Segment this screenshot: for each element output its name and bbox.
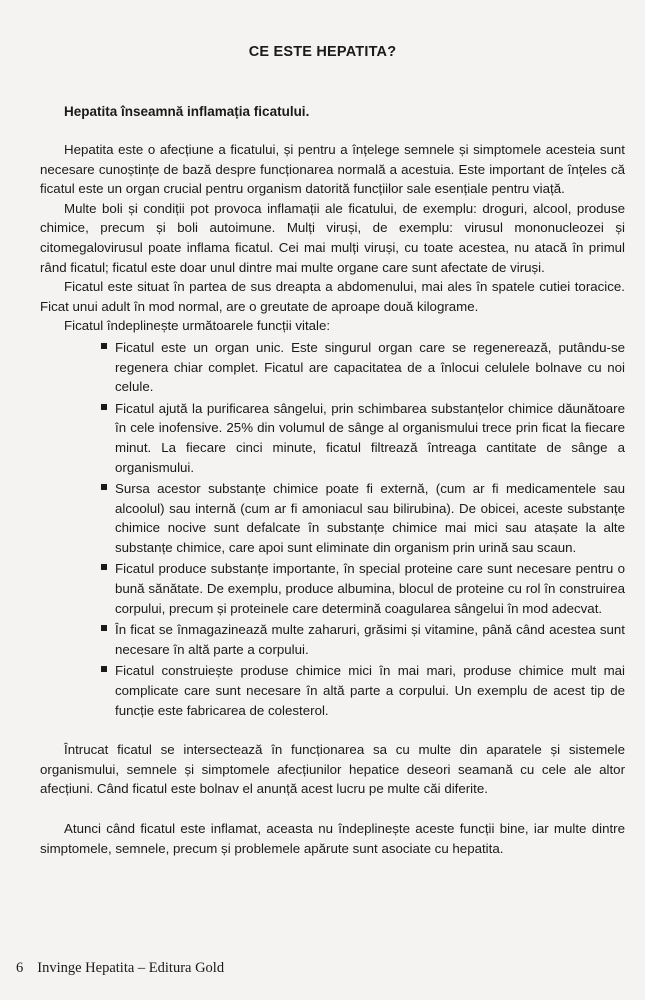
- paragraph-location: Ficatul este situat în partea de sus dreapta a abdomenului, mai ales în spatele cutiei toracice. Ficat unui adult în mod normal, are o greutate de aproape două kilograme.: [40, 279, 625, 314]
- list-item-text: Ficatul ajută la purificarea sângelui, prin schimbarea substanțelor chimice dăunătoare în cele inofensive. 25% din volumul de sânge al organismului trece prin ficat la fiecare minut. La fiecare cinci minute, ficatul filtrează întreaga cantitate de sânge a organismului.: [115, 400, 625, 475]
- list-item: [115, 620, 625, 659]
- bullet-icon: [101, 404, 107, 410]
- paragraph-inflammation: Atunci când ficatul este inflamat, aceasta nu îndeplinește aceste funcții bine, iar multe dintre simptomele, semnele, precum și problemele apărute sunt asociate cu hepatita.: [40, 821, 625, 856]
- list-item: [115, 399, 625, 477]
- list-item: [115, 479, 625, 557]
- section-subtitle: Hepatita înseamnă inflamația ficatului.: [64, 104, 310, 119]
- list-item-text: Sursa acestor substanțe chimice poate fi externă, (cum ar fi medicamentele sau alcoolul) sau internă (cum ar fi amoniacul sau bilirubina). De obicei, aceste substanțe chimice nocive sunt defalcate în substanțe chimice mai mici sau atașate la alte substanțe chimice, care apoi sunt eliminate din organism prin urină sau scaun.: [115, 481, 625, 555]
- list-item: [115, 661, 625, 720]
- paragraph-intro: Hepatita este o afecțiune a ficatului, și pentru a înțelege semnele și simptomele acesteia sunt necesare cunoștințe de bază despre funcționarea normală a acestuia. Este important de înțeles că ficatul este un organ crucial pentru organism datorită funcțiilor sale esențiale pentru viață.: [40, 142, 625, 197]
- bullet-icon: [101, 666, 107, 672]
- list-item-text: Ficatul construiește produse chimice mici în mai mari, produse chimice mult mai complicate care sunt necesare în altă parte a corpului. Un exemplu de acest tip de funcție este fabricarea de colesterol.: [115, 663, 625, 718]
- body-text: [40, 140, 625, 858]
- list-item: [115, 338, 625, 397]
- bullet-icon: [101, 564, 107, 570]
- list-item: [115, 559, 625, 618]
- list-item-text: În ficat se înmagazinează multe zaharuri, grăsimi și vitamine, până când acestea sunt necesare în altă parte a corpului.: [115, 622, 625, 657]
- bullet-icon: [101, 625, 107, 631]
- book-title: Invinge Hepatita – Editura Gold: [37, 960, 225, 976]
- list-item-text: Ficatul produce substanțe importante, în special proteine care sunt necesare pentru o bună sănătate. De exemplu, produce albumina, blocul de proteine cu rol în construirea corpului, precum și proteinele care determină coagularea sângelui în mod adecvat.: [115, 561, 625, 616]
- bullet-icon: [101, 343, 107, 349]
- page-footer: [16, 960, 224, 977]
- paragraph-causes: Multe boli și condiții pot provoca inflamații ale ficatului, de exemplu: droguri, alcool, produse chimice, precum și boli autoimune. Mulți viruși, de exemplu: virusul mononucleozei și citomegalovirusul poate inflama ficatul. Cei mai mulți viruși, cu toate acestea, nu atacă în primul rând ficatul; ficatul este doar unul dintre mai multe organe care sunt afectate de viruși.: [40, 200, 625, 275]
- functions-list: [40, 338, 625, 720]
- list-item-text: Ficatul este un organ unic. Este singurul organ care se regenerează, putându-se regenera chiar complet. Ficatul are capacitatea de a înlocui celulele bolnave cu noi celule.: [115, 339, 625, 395]
- paragraph-symptoms: Întrucat ficatul se intersectează în funcționarea sa cu multe din aparatele și sistemele organismului, semnele și simptomele afecțiunilor hepatice deseori seamană cu cele ale altor afecțiuni. Când ficatul este bolnav el anunță acest lucru pe multe căi diferite.: [40, 742, 625, 797]
- page-number: 6: [16, 960, 24, 976]
- page-title: CE ESTE HEPATITA?: [248, 44, 397, 60]
- bullet-icon: [101, 484, 107, 490]
- functions-intro: Ficatul îndeplinește următoarele funcții vitale:: [64, 318, 331, 334]
